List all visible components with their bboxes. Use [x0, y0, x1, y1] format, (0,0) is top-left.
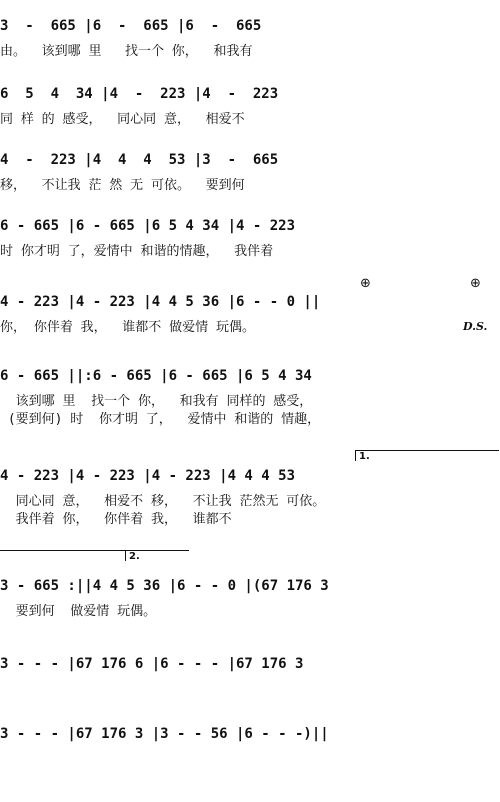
- lyric-line: 同心同 意， 相爱不 移， 不让我 茫然无 可依。: [0, 494, 326, 509]
- notation-line: 6 - 665 ||:6 - 665 |6 - 665 |6 5 4 34: [0, 368, 312, 384]
- notation-line: 4 - 223 |4 4 4 53 |3 - 665: [0, 152, 279, 168]
- notation-line: 3 - - - |67 176 6 |6 - - - |67 176 3: [0, 656, 304, 672]
- notation-line: 6 - 665 |6 - 665 |6 5 4 34 |4 - 223: [0, 218, 296, 234]
- coda-symbol-end: ⊕: [470, 276, 481, 291]
- lyric-line: 同 样 的 感受， 同心同 意， 相爱不: [0, 112, 245, 127]
- lyric-line: 由。 该到哪 里 找一个 你， 和我有: [0, 44, 253, 59]
- lyric-line: 要到何 做爱情 玩偶。: [0, 604, 157, 619]
- notation-line: 3 - 665 :||4 4 5 36 |6 - - 0 |(67 176 3: [0, 578, 329, 594]
- lyric-line: 移， 不让我 茫 然 无 可依。 要到何: [0, 178, 245, 193]
- lyric-line: 你， 你伴着 我， 谁都不 做爱情 玩偶。: [0, 320, 255, 335]
- lyric-line: 该到哪 里 找一个 你， 和我有 同样的 感受，: [0, 394, 313, 409]
- notation-line: 3 - 665 |6 - 665 |6 - 665: [0, 18, 262, 34]
- second-ending-bracket: 2.: [125, 550, 189, 561]
- lyric-line-2: 我伴着 你， 你伴着 我， 谁都不: [0, 512, 232, 527]
- ending-bracket-line: [0, 550, 125, 551]
- notation-line: 3 - - - |67 176 3 |3 - - 56 |6 - - -)||: [0, 726, 329, 742]
- lyric-line: 时 你才明 了，爱情中 和谐的情趣， 我伴着: [0, 244, 274, 259]
- notation-line: 6 5 4 34 |4 - 223 |4 - 223: [0, 86, 279, 102]
- lyric-line-2: (要到何) 时 你才明 了， 爱情中 和谐的 情趣，: [0, 412, 321, 427]
- coda-symbol: ⊕: [360, 276, 371, 291]
- notation-line: 4 - 223 |4 - 223 |4 4 5 36 |6 - - 0 ||: [0, 294, 321, 310]
- first-ending-bracket: 1.: [355, 450, 499, 461]
- ds-marking: D.S.: [463, 320, 488, 333]
- notation-line: 4 - 223 |4 - 223 |4 - 223 |4 4 4 53: [0, 468, 296, 484]
